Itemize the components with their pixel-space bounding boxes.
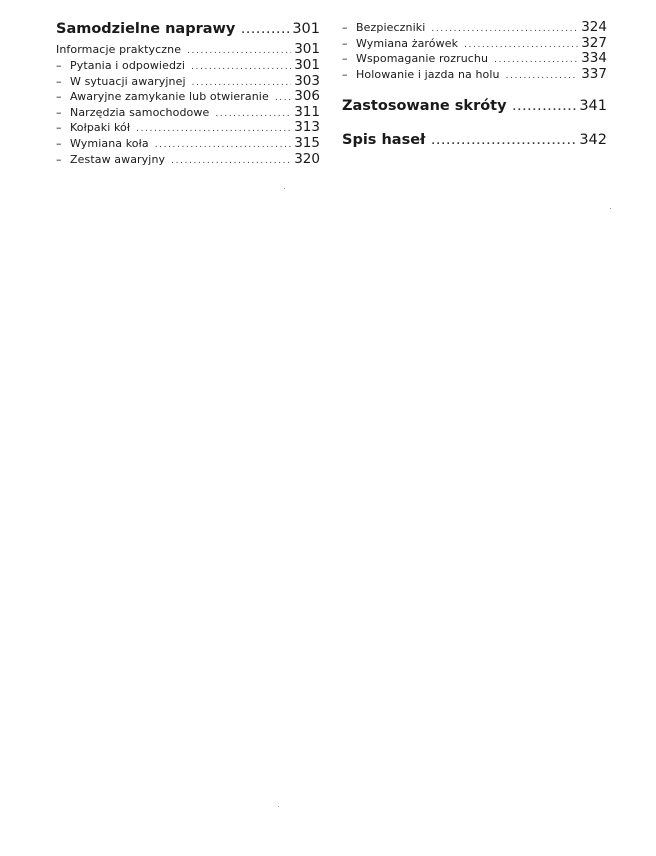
- toc-entry-awaryjne-zamykanie[interactable]: [56, 89, 320, 105]
- toc-leader-dots: [431, 22, 578, 36]
- toc-page-number: 324: [581, 20, 607, 35]
- toc-heading-label: Zastosowane skróty: [342, 98, 507, 114]
- toc-leader-dots: [192, 76, 292, 90]
- toc-page-number: 337: [581, 66, 607, 82]
- toc-entry-holowanie[interactable]: [342, 67, 607, 83]
- toc-entry-dash: –: [56, 105, 62, 119]
- toc-entry-dash: –: [342, 21, 348, 34]
- toc-entry-dash: –: [56, 74, 62, 88]
- scan-speck: [278, 806, 279, 807]
- toc-page-number: 301: [294, 58, 320, 73]
- toc-entry-label: Pytania i odpowiedzi: [70, 59, 186, 72]
- toc-entry-bezpieczniki[interactable]: [342, 20, 607, 36]
- toc-page-number: 342: [579, 132, 607, 148]
- toc-page-number: 303: [294, 73, 320, 89]
- toc-leader-dots: [494, 53, 578, 67]
- toc-entry-wymiana-kola[interactable]: [56, 136, 320, 152]
- toc-entry-label: Wymiana koła: [70, 137, 149, 150]
- toc-entry-dash: –: [56, 59, 62, 72]
- toc-entry-label: Holowanie i jazda na holu: [356, 67, 500, 81]
- toc-entry-label: Awaryjne zamykanie lub otwieranie: [70, 90, 269, 104]
- toc-leader-dots: [464, 38, 578, 52]
- toc-leader-dots: [215, 107, 291, 121]
- toc-heading-label: Samodzielne naprawy: [56, 21, 236, 37]
- toc-entry-label: Kołpaki kół: [70, 121, 131, 135]
- toc-entry-dash: –: [56, 152, 62, 166]
- toc-entry-narzedzia-samochodowe[interactable]: [56, 105, 320, 121]
- toc-entry-label: Wymiana żarówek: [356, 36, 459, 50]
- toc-heading-samodzielne-naprawy[interactable]: [56, 17, 320, 41]
- toc-page-number: 327: [581, 35, 607, 51]
- toc-leader-dots: [155, 138, 292, 152]
- toc-page-number: 315: [294, 136, 320, 151]
- toc-entry-kolpaki-kol[interactable]: [56, 120, 320, 136]
- toc-entry-pytania-i-odpowiedzi[interactable]: [56, 58, 320, 74]
- toc-leader-dots: [171, 154, 291, 168]
- toc-entry-label: Bezpieczniki: [356, 21, 426, 34]
- toc-entry-dash: –: [342, 52, 348, 66]
- toc-heading-label: Spis haseł: [342, 132, 426, 148]
- toc-page-number: 313: [294, 120, 320, 136]
- toc-entry-dash: –: [56, 121, 62, 135]
- toc-entry-wspomaganie-rozruchu[interactable]: [342, 51, 607, 67]
- toc-leader-dots: [187, 44, 291, 58]
- toc-entry-wymiana-zarowek[interactable]: [342, 36, 607, 52]
- toc-entry-label: Zestaw awaryjny: [70, 152, 166, 166]
- toc-leader-dots: [513, 96, 577, 118]
- toc-page-number: 306: [294, 89, 320, 105]
- scan-speck: [610, 208, 611, 209]
- toc-entry-label: W sytuacji awaryjnej: [70, 74, 186, 88]
- toc-leader-dots: [275, 91, 291, 105]
- toc-entry-dash: –: [342, 67, 348, 81]
- toc-page-number: 320: [294, 151, 320, 167]
- toc-leader-dots: [506, 69, 579, 83]
- toc-leader-dots: [241, 19, 289, 41]
- toc-page-number: 311: [294, 104, 320, 120]
- toc-heading-spis-hasel[interactable]: [342, 128, 607, 152]
- toc-entry-informacje-praktyczne[interactable]: [56, 42, 320, 58]
- toc-entry-w-sytuacji-awaryjnej[interactable]: [56, 74, 320, 90]
- toc-entry-label: Informacje praktyczne: [56, 43, 182, 56]
- toc-entry-dash: –: [56, 137, 62, 150]
- toc-heading-zastosowane-skroty[interactable]: [342, 94, 607, 118]
- toc-page-number: 341: [579, 98, 607, 114]
- toc-entry-label: Wspomaganie rozruchu: [356, 52, 489, 66]
- scan-speck: [284, 188, 285, 189]
- toc-entry-zestaw-awaryjny[interactable]: [56, 152, 320, 168]
- toc-leader-dots: [191, 60, 291, 74]
- toc-entry-dash: –: [56, 90, 62, 104]
- toc-leader-dots: [136, 122, 291, 136]
- toc-page-number: 301: [294, 42, 320, 57]
- toc-entry-label: Narzędzia samochodowe: [70, 105, 210, 119]
- toc-leader-dots: [431, 130, 576, 152]
- toc-page-number: 301: [292, 21, 320, 37]
- toc-entry-dash: –: [342, 36, 348, 50]
- toc-page-number: 334: [581, 51, 607, 67]
